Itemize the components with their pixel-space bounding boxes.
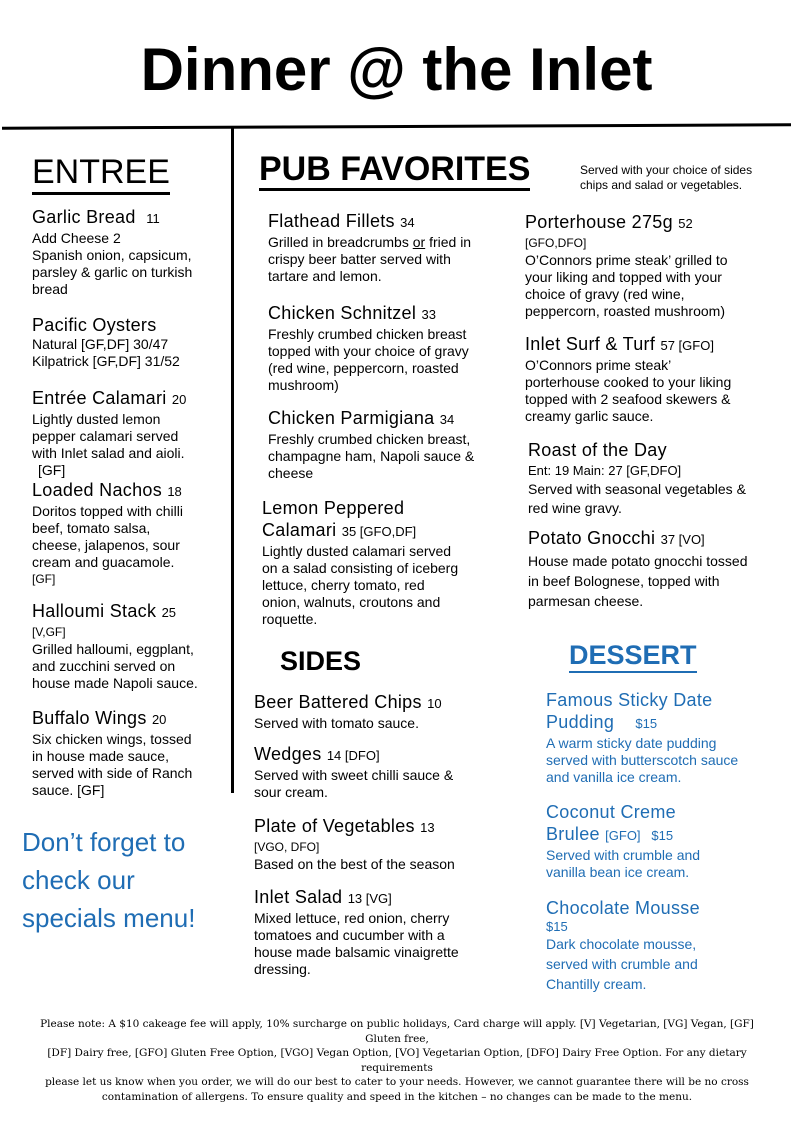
item-name: Inlet Salad [254,887,343,907]
page-title: Dinner @ the Inlet [140,36,653,103]
dessert-heading: DESSERT [569,639,697,673]
item-price: 20 [171,392,187,407]
pub-item-potato-gnocchi [528,527,773,611]
item-price: 13 [VG] [347,891,392,906]
item-name: Brulee [546,824,600,844]
item-desc: parsley & garlic on turkish [32,264,193,280]
item-desc: vanilla bean ice cream. [546,864,690,880]
item-desc: Six chicken wings, tossed [32,731,192,747]
item-name: Garlic Bread [32,207,136,227]
item-desc: cream and guacamole. [32,554,175,570]
item-desc: topped with your choice of gravy [268,343,469,359]
pub-item-lemon-peppered-calamari [262,497,497,628]
item-desc: Chantilly cream. [546,976,647,992]
item-desc: Spanish onion, capsicum, [32,247,192,263]
specials-line: check our [22,865,135,895]
item-desc: cheese [268,465,314,481]
item-name: Loaded Nachos [32,480,162,500]
item-price: 13 [420,820,435,835]
item-desc: [GFO,DFO] [525,236,587,250]
item-desc: A warm sticky date pudding [546,735,717,751]
item-desc: in house made sauce, [32,748,169,764]
note-line: Served with your choice of sides [580,163,753,177]
side-item-beer-battered-chips [254,691,489,732]
item-desc: your liking and topped with your [525,269,722,285]
item-desc: red wine gravy. [528,500,622,516]
dessert-item-chocolate-mousse [546,897,781,994]
pub-item-chicken-schnitzel [268,302,513,394]
item-desc: (red wine, peppercorn, roasted [268,360,459,376]
item-price: 52 [678,216,693,231]
item-name: Plate of Vegetables [254,816,415,836]
sides-heading: SIDES [280,646,362,676]
item-desc: Served with sweet chilli sauce & [254,767,454,783]
item-desc: served with butterscotch sauce [546,752,739,768]
pub-item-inlet-surf-turf [525,333,770,425]
item-price: $15 [635,716,658,731]
item-price: 35 [GFO,DF] [341,524,417,539]
pub-item-chicken-parmigiana [268,407,513,482]
item-desc: in beef Bolognese, topped with [528,573,720,589]
item-desc: Lightly dusted calamari served [262,543,452,559]
item-desc: on a salad consisting of iceberg [262,560,459,576]
pub-note [580,163,780,193]
item-desc: topped with 2 seafood skewers & [525,391,731,407]
item-desc: Kilpatrick [GF,DF] 31/52 [32,353,180,369]
footer-line: please let us know when you order, we will do our best to cater to your needs. However, we cannot guarantee there will be no cross [45,1076,749,1088]
item-desc: and zucchini served on [32,658,176,674]
item-name: Entrée Calamari [32,388,167,408]
item-desc: parmesan cheese. [528,593,644,609]
item-desc: tomatoes and cucumber with a [254,927,445,943]
item-desc: Served with crumble and [546,847,701,863]
item-desc: Natural [GF,DF] 30/47 [32,336,169,352]
item-desc: beef, tomato salsa, [32,520,151,536]
item-desc: served with side of Ranch [32,765,193,781]
item-desc: served with crumble and [546,956,698,972]
item-name: Roast of the Day [528,440,667,460]
item-desc: bread [32,281,68,297]
item-name: Buffalo Wings [32,708,147,728]
pub-item-porterhouse [525,211,770,320]
item-desc: Doritos topped with chilli [32,503,183,519]
item-desc: onion, walnuts, croutons and [262,594,441,610]
item-desc: porterhouse cooked to your liking [525,374,732,390]
side-item-wedges [254,743,489,801]
note-line: chips and salad or vegetables. [580,178,743,192]
item-price: 37 [VO] [660,532,705,547]
item-price: 57 [GFO] [660,338,714,353]
item-price: 10 [427,696,442,711]
item-desc: Add Cheese 2 [32,230,121,246]
item-desc: with Inlet salad and aioli. [32,445,185,461]
item-desc: cheese, jalapenos, sour [32,537,180,553]
item-price: 11 [146,211,160,226]
entree-item-entree-calamari [32,387,232,479]
footer-line: contamination of allergens. To ensure quality and speed in the kitchen – no changes can be made to the menu. [101,1090,693,1103]
item-name: Chocolate Mousse [546,898,700,918]
item-name: Pudding [546,712,615,732]
entree-item-garlic-bread [32,206,232,298]
dessert-item-sticky-date-pudding [546,689,781,786]
dessert-item-coconut-creme-brulee [546,801,781,881]
item-price: 20 [151,712,167,727]
item-desc: tartare and lemon. [268,268,382,284]
specials-line: Don’t forget to [22,827,186,857]
item-name: Coconut Creme [546,802,676,822]
item-desc: Grilled in breadcrumbs or fried in [268,234,472,250]
pub-favorites-heading: PUB FAVORITES [259,150,530,191]
specials-reminder [22,823,232,937]
item-desc: pepper calamari served [32,428,179,444]
item-desc: choice of gravy (red wine, [525,286,685,302]
side-item-plate-of-vegetables [254,815,489,873]
item-desc: O’Connors prime steak’ [525,357,672,373]
item-desc: house made Napoli sauce. [32,675,198,691]
item-desc: crispy beer batter served with [268,251,451,267]
item-name: Flathead Fillets [268,211,395,231]
item-desc: House made potato gnocchi tossed [528,553,748,569]
item-desc: sour cream. [254,784,328,800]
item-desc: Freshly crumbed chicken breast, [268,431,471,447]
item-desc: and vanilla ice cream. [546,769,682,785]
item-price: 34 [439,412,455,427]
item-name: Beer Battered Chips [254,692,422,712]
item-desc: house made balsamic vinaigrette [254,944,459,960]
entree-item-pacific-oysters [32,314,232,370]
footer-notes [22,1017,772,1104]
item-name: Chicken Parmigiana [268,408,435,428]
item-desc: Mixed lettuce, red onion, cherry [254,910,450,926]
item-desc: sauce. [GF] [32,782,105,798]
item-name: Famous Sticky Date [546,690,713,710]
footer-line: Please note: A $10 cakeage fee will apply, 10% surcharge on public holidays, Card charge will apply. [V] Vegetarian, [VG] Vegan, [GF] Gluten free, [40,1018,754,1045]
header-divider [2,123,791,129]
entree-item-buffalo-wings [32,707,232,799]
item-name: Porterhouse 275g [525,212,673,232]
item-name: Lemon Peppered [262,498,405,518]
side-item-inlet-salad [254,886,489,978]
item-desc: Based on the best of the season [254,856,455,872]
item-desc: O’Connors prime steak’ grilled to [525,252,728,268]
item-price: 18 [167,484,182,499]
item-desc: Freshly crumbed chicken breast [268,326,467,342]
item-name: Halloumi Stack [32,601,157,621]
item-price: 14 [DFO] [326,748,380,763]
item-name: Potato Gnocchi [528,528,656,548]
item-desc: peppercorn, roasted mushroom) [525,303,725,319]
item-desc: lettuce, cherry tomato, red [262,577,425,593]
item-desc: mushroom) [268,377,339,393]
item-name: Calamari [262,520,337,540]
item-desc: creamy garlic sauce. [525,408,654,424]
item-desc: Ent: 19 Main: 27 [GF,DFO] [528,463,682,478]
pub-item-roast-of-the-day [528,439,773,518]
item-desc: [V,GF] [32,625,66,639]
item-price: [GFO] $15 [605,828,674,843]
item-desc: Served with tomato sauce. [254,715,419,731]
item-price: $15 [546,919,568,934]
item-desc: Dark chocolate mousse, [546,936,697,952]
item-price: 25 [161,605,177,620]
specials-line: specials menu! [22,903,196,933]
item-desc: champagne ham, Napoli sauce & [268,448,475,464]
entree-heading: ENTREE [32,152,170,195]
item-desc: Lightly dusted lemon [32,411,161,427]
entree-item-loaded-nachos [32,479,232,588]
item-desc: roquette. [262,611,318,627]
pub-item-flathead-fillets [268,210,513,285]
item-desc: dressing. [254,961,311,977]
item-desc: [GF] [38,462,66,478]
item-name: Wedges [254,744,322,764]
item-name: Pacific Oysters [32,315,157,335]
entree-item-halloumi-stack [32,600,232,692]
item-desc: [VGO, DFO] [254,840,320,854]
item-name: Chicken Schnitzel [268,303,417,323]
item-desc: Served with seasonal vegetables & [528,481,746,497]
footer-line: [DF] Dairy free, [GFO] Gluten Free Option, [VGO] Vegan Option, [VO] Vegetarian Option, [DFO] Dairy Free Option. For any dietary requirements [47,1047,747,1074]
item-name: Inlet Surf & Turf [525,334,656,354]
item-desc: Grilled halloumi, eggplant, [32,641,194,657]
item-price: 33 [421,307,436,322]
item-price: 34 [400,215,415,230]
item-desc: [GF] [32,572,56,586]
